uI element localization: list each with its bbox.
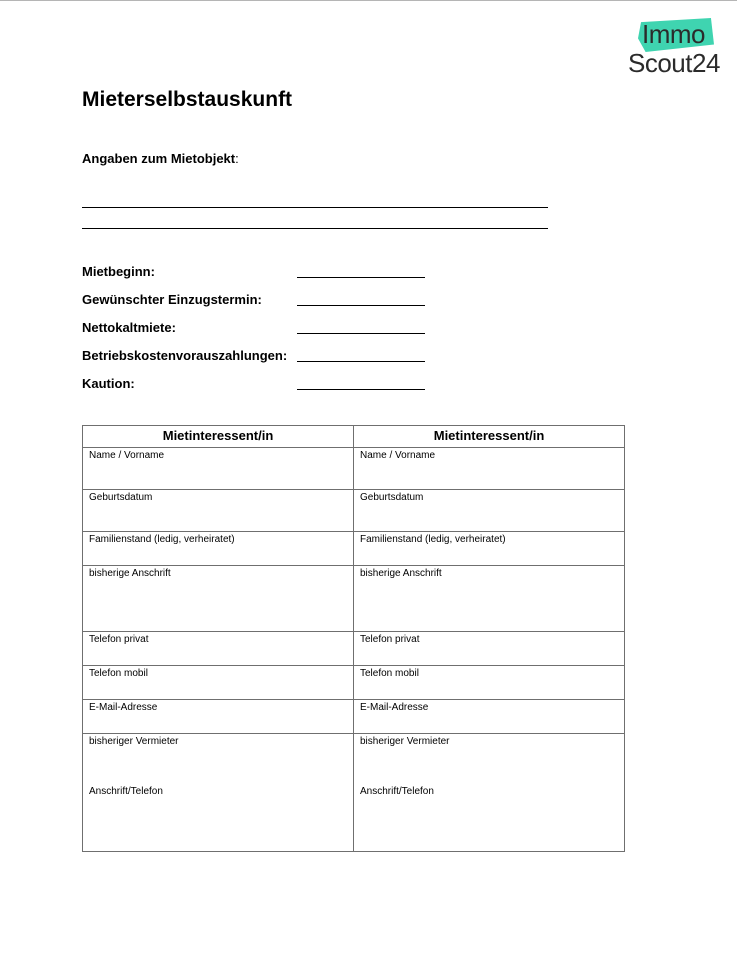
table-cell-marital-2[interactable] [354,532,625,566]
table-header-row [83,426,625,448]
cell-label: Familienstand (ledig, verheiratet) [89,534,235,545]
field-blank-kaution[interactable] [297,389,425,390]
table-cell-email-2[interactable] [354,700,625,734]
cell-sublabel: Anschrift/Telefon [360,786,434,797]
field-blank-betriebskosten[interactable] [297,361,425,362]
table-cell-address-2[interactable] [354,566,625,632]
table-row [83,734,625,852]
field-blank-nettokaltmiete[interactable] [297,333,425,334]
field-label-nettokaltmiete: Nettokaltmiete: [82,320,176,335]
object-label-colon: : [235,151,239,166]
cell-label: Telefon mobil [360,668,419,679]
table-header-tenant-2: Mietinteressent/in [354,426,625,448]
object-section-label [82,150,239,168]
table-cell-phone-2[interactable] [354,632,625,666]
cell-label: E-Mail-Adresse [89,702,158,713]
cell-label: Telefon privat [89,634,149,645]
table-cell-mobile-1[interactable] [83,666,354,700]
document-title: Mieterselbstauskunft [82,88,293,111]
object-line-1[interactable] [82,207,548,208]
table-row [83,632,625,666]
cell-label: bisherige Anschrift [360,568,442,579]
cell-label: bisherige Anschrift [89,568,171,579]
cell-label: Geburtsdatum [360,492,424,503]
cell-label: Name / Vorname [89,450,165,461]
field-label-betriebskosten: Betriebskostenvorauszahlungen: [82,348,288,363]
cell-label: bisheriger Vermieter [360,736,450,747]
cell-label: bisheriger Vermieter [89,736,179,747]
field-blank-einzugstermin[interactable] [297,305,425,306]
cell-label: Telefon privat [360,634,420,645]
table-row [83,490,625,532]
top-rule [0,0,737,1]
field-label-kaution: Kaution: [82,376,135,391]
table-cell-name-1[interactable] [83,448,354,490]
table-row [83,700,625,734]
object-label-text: Angaben zum Mietobjekt [82,151,236,166]
table-cell-marital-1[interactable] [83,532,354,566]
cell-label: E-Mail-Adresse [360,702,429,713]
table-cell-address-1[interactable] [83,566,354,632]
logo-text-immo: Immo [642,19,705,49]
cell-sublabel: Anschrift/Telefon [89,786,163,797]
field-label-einzugstermin: Gewünschter Einzugstermin: [82,292,262,307]
table-row [83,566,625,632]
table-cell-birthdate-2[interactable] [354,490,625,532]
cell-label: Telefon mobil [89,668,148,679]
table-row [83,532,625,566]
field-blank-mietbeginn[interactable] [297,277,425,278]
table-cell-email-1[interactable] [83,700,354,734]
cell-label: Name / Vorname [360,450,436,461]
table-row [83,666,625,700]
tenant-info-table [82,425,625,852]
table-cell-phone-1[interactable] [83,632,354,666]
object-line-2[interactable] [82,228,548,229]
table-cell-landlord-2[interactable] [354,734,625,852]
table-cell-name-2[interactable] [354,448,625,490]
table-cell-birthdate-1[interactable] [83,490,354,532]
cell-label: Geburtsdatum [89,492,153,503]
cell-label: Familienstand (ledig, verheiratet) [360,534,506,545]
immoscout24-logo [626,14,726,78]
table-cell-landlord-1[interactable] [83,734,354,852]
table-cell-mobile-2[interactable] [354,666,625,700]
field-label-mietbeginn: Mietbeginn: [82,264,155,279]
table-row [83,448,625,490]
logo-text-scout24: Scout24 [628,48,720,78]
table-header-tenant-1: Mietinteressent/in [83,426,354,448]
